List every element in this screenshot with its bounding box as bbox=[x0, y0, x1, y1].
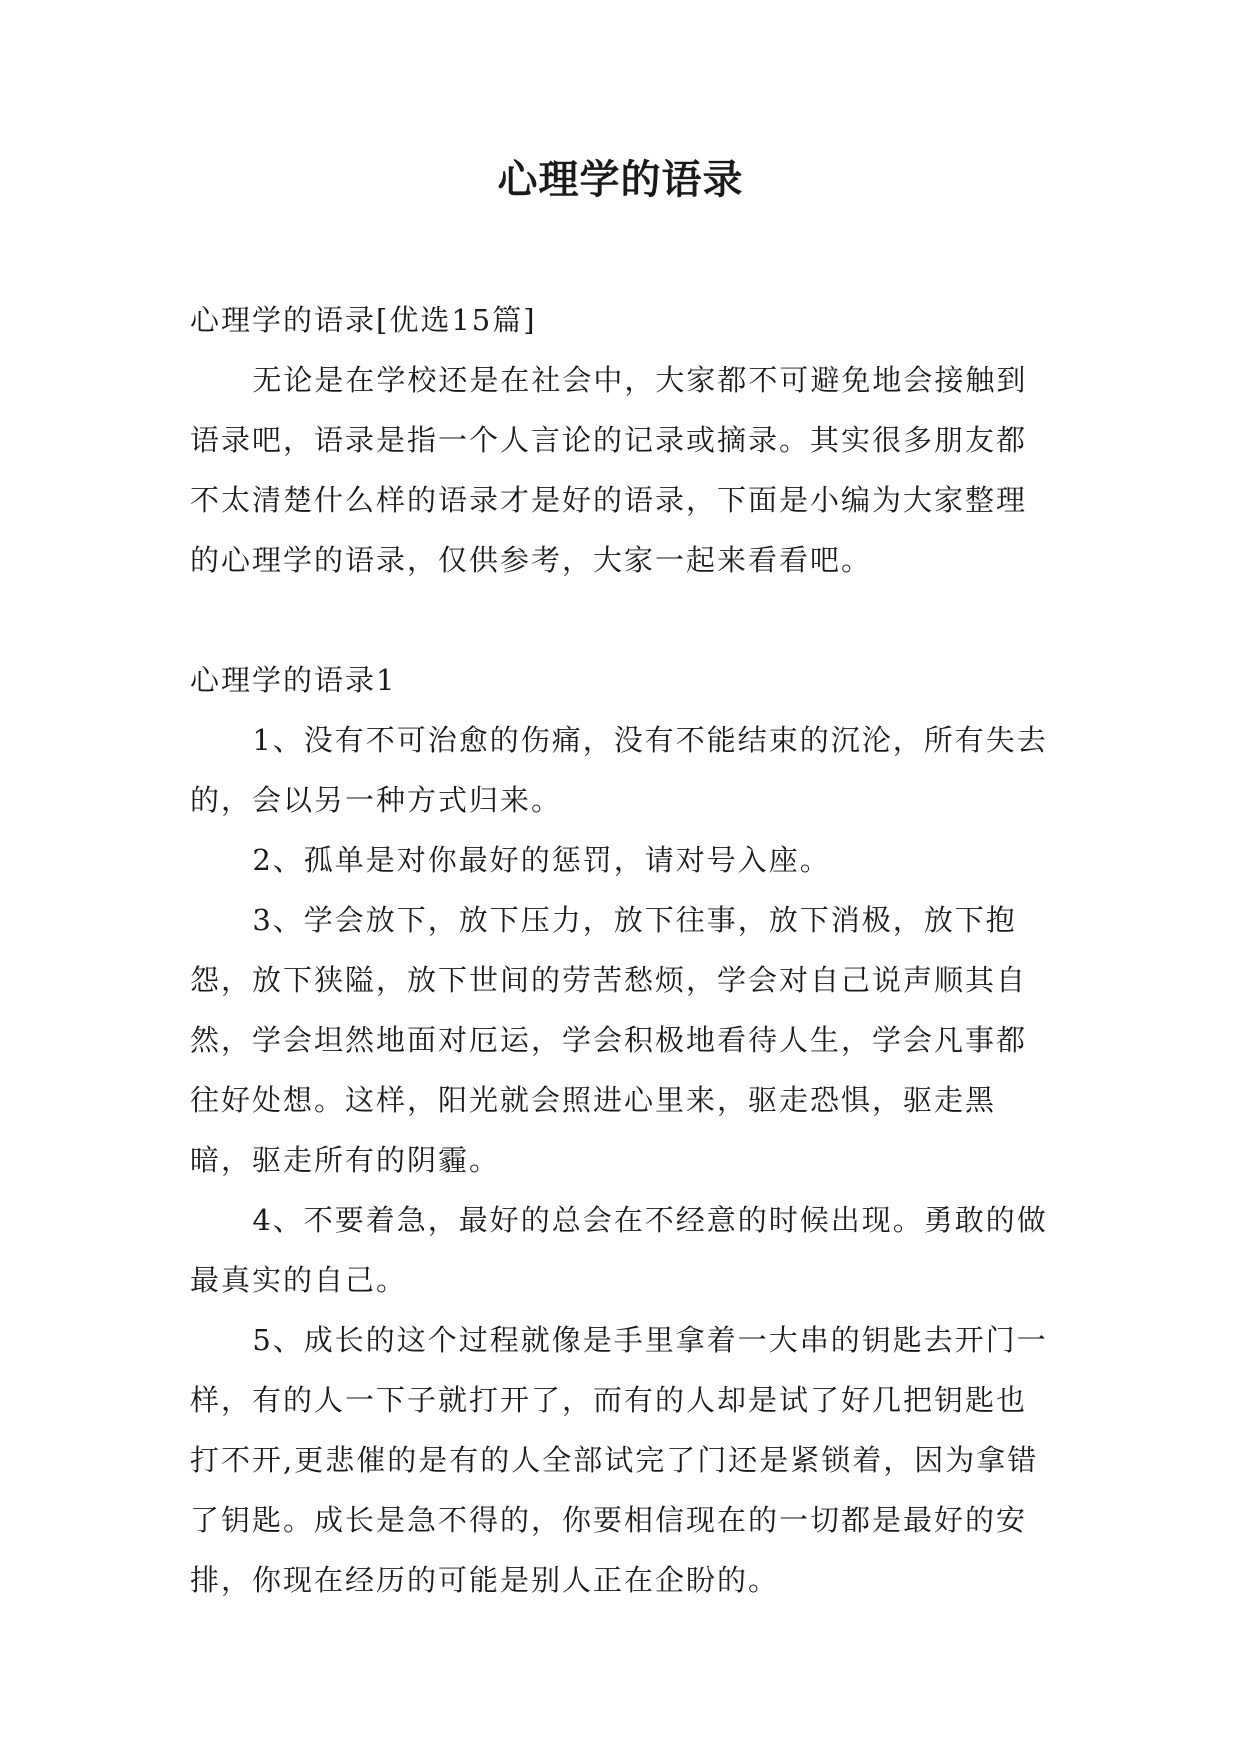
quote-item: 1、没有不可治愈的伤痛，没有不能结束的沉沦，所有失去的，会以另一种方式归来。 bbox=[190, 723, 1048, 817]
quote-item: 2、孤单是对你最好的惩罚，请对号入座。 bbox=[252, 843, 831, 877]
page-title: 心理学的语录 bbox=[497, 156, 744, 203]
intro-paragraph: 无论是在学校还是在社会中，大家都不可避免地会接触到语录吧，语录是指一个人言论的记录或摘录。其实很多朋友都不太清楚什么样的语录才是好的语录，下面是小编为大家整理的心理学的语录，仅供参考，大家一起来看看吧。 bbox=[190, 363, 1028, 577]
document-body bbox=[190, 290, 1055, 1610]
quote-item: 4、不要着急，最好的总会在不经意的时候出现。勇敢的做最真实的自己。 bbox=[190, 1203, 1048, 1297]
section-heading: 心理学的语录1 bbox=[190, 663, 397, 697]
document-subtitle: 心理学的语录[优选15篇] bbox=[190, 303, 537, 337]
quote-item: 5、成长的这个过程就像是手里拿着一大串的钥匙去开门一样，有的人一下子就打开了，而有的人却是试了好几把钥匙也打不开,更悲催的是有的人全部试完了门还是紧锁着，因为拿错了钥匙。成长是急不得的，你要相信现在的一切都是最好的安排，你现在经历的可能是别人正在企盼的。 bbox=[190, 1323, 1048, 1597]
quote-item: 3、学会放下，放下压力，放下往事，放下消极，放下抱怨，放下狭隘，放下世间的劳苦愁烦，学会对自己说声顺其自然，学会坦然地面对厄运，学会积极地看待人生，学会凡事都往好处想。这样，阳光就会照进心里来，驱走恐惧，驱走黑暗，驱走所有的阴霾。 bbox=[190, 903, 1028, 1177]
